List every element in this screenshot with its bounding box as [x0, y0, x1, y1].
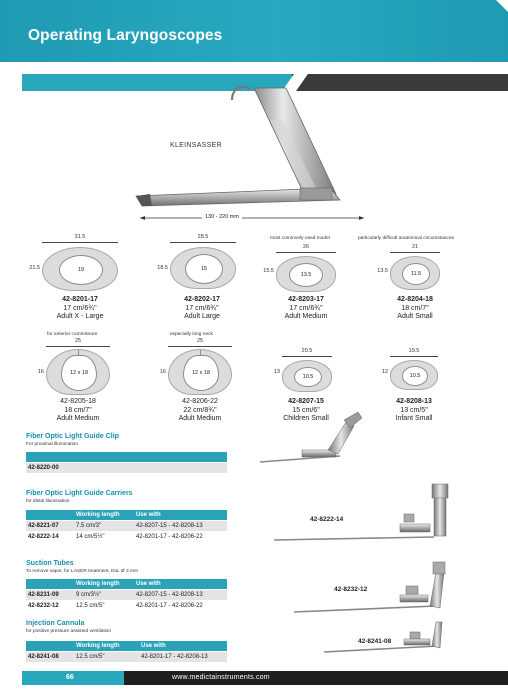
col-use-with: Use with: [136, 580, 161, 587]
cannula-image-label: 42-8241-08: [358, 638, 392, 645]
scope-height: 15.5: [263, 268, 274, 274]
scope-height: 12: [381, 369, 388, 375]
suction-subtitle: To remove vapor, for LASER treatment, Dia. Ø 3 mm: [26, 569, 138, 574]
scope-width: 25: [196, 338, 204, 344]
scope-profile: [390, 360, 438, 390]
width-tick: [46, 346, 110, 347]
page-number: 66: [66, 673, 74, 681]
carriers-subtitle: for distal illumination: [26, 499, 70, 504]
scope-width: 31.5: [74, 234, 86, 240]
scope-width: 25: [74, 338, 82, 344]
scope-width: 28.5: [197, 234, 209, 240]
working-length: 14 cm/5½": [76, 533, 105, 540]
scope-label: 42-8202-17 17 cm/6¾" Adult Large: [184, 296, 220, 321]
cannula-table-header: [26, 641, 227, 651]
scope-label: 42-8203-17 17 cm/6¾" Adult Medium: [284, 296, 328, 321]
table-row: [26, 601, 227, 611]
carrier-image-label: 42-8222-14: [310, 516, 344, 523]
scope-height: 18.5: [157, 265, 168, 271]
injection-cannula-image: [324, 622, 442, 652]
brand-label: KLEINSASSER: [170, 142, 222, 149]
scope-label: 42-8207-15 15 cm/6" Children Small: [283, 398, 329, 423]
scope-height: 13.5: [377, 268, 388, 274]
scope-opening: 19: [59, 255, 103, 285]
scope-label: 42-8205-18 18 cm/7" Adult Medium: [56, 398, 100, 423]
working-length: 12.5 cm/5": [76, 653, 105, 660]
width-tick: [390, 252, 440, 253]
scope-opening: 13.5: [289, 263, 323, 287]
length-dimension: 130 - 220 mm: [202, 214, 242, 220]
scope-opening: 10.5: [402, 366, 428, 386]
product-code: 42-8221-07: [28, 522, 59, 529]
width-tick: [42, 242, 118, 243]
product-code: 42-8220-00: [28, 464, 59, 471]
scope-height: 13: [273, 369, 280, 375]
scope-height: 16: [37, 369, 44, 375]
clip-subtitle: For proximal illumination: [26, 442, 78, 447]
scope-width: 19.5: [408, 348, 420, 354]
col-working-length: Working length: [76, 511, 120, 518]
website-link[interactable]: www.medictainstruments.com: [172, 673, 270, 681]
page-footer: [22, 671, 508, 685]
col-working-length: Working length: [76, 580, 120, 587]
scope-width: 26: [302, 244, 310, 250]
scope-height: 16: [159, 369, 166, 375]
width-tick: [282, 356, 332, 357]
col-use-with: Use with: [136, 511, 161, 518]
scope-opening: 15: [185, 254, 223, 284]
light-guide-clip-image: [260, 412, 362, 462]
suction-table-header: [26, 579, 227, 589]
table-row: [26, 463, 227, 473]
col-working-length: Working length: [76, 642, 120, 649]
scope-opening: 12 x 18: [61, 355, 97, 391]
light-guide-carrier-image: [274, 484, 448, 540]
table-row: [26, 532, 227, 542]
suction-tube-image: [294, 562, 445, 612]
working-length: 9 cm/3½": [76, 591, 102, 598]
scope-label: 42-8208-13 13 cm/5" Infant Small: [395, 398, 433, 423]
working-length: 12.5 cm/5": [76, 602, 105, 609]
product-code: 42-8232-12: [28, 602, 59, 609]
scope-divider: [78, 350, 79, 356]
cannula-title: Injection Cannula: [26, 620, 85, 627]
use-with: 42-8201-17 - 42-8206-22: [136, 533, 203, 540]
scope-width: 20.5: [301, 348, 313, 354]
use-with: 42-8201-17 - 42-8206-22: [136, 602, 203, 609]
scope-profile: [282, 360, 332, 392]
scope-width: 21: [411, 244, 419, 250]
scope-label: 42-8206-22 22 cm/8¾" Adult Medium: [178, 398, 222, 423]
scope-opening: 10.5: [294, 367, 322, 387]
carriers-title: Fiber Optic Light Guide Carriers: [26, 490, 133, 497]
note-most-used: most commonly used model: [270, 236, 330, 241]
table-row: [26, 652, 227, 662]
suction-image-label: 42-8232-12: [334, 586, 368, 593]
use-with: 42-8207-15 - 42-8208-13: [136, 591, 203, 598]
note-difficult: particularly difficult anatomical circumstances: [358, 236, 454, 241]
product-code: 42-8222-14: [28, 533, 59, 540]
scope-profile: [390, 256, 440, 290]
cannula-subtitle: for positive pressure assisted ventilation: [26, 629, 112, 634]
scope-opening: 11.5: [402, 263, 430, 285]
table-row: [26, 521, 227, 531]
use-with: 42-8201-17 - 42-8208-13: [141, 653, 208, 660]
table-row: [26, 590, 227, 600]
working-length: 7.5 cm/3": [76, 522, 102, 529]
width-tick: [276, 252, 336, 253]
width-tick: [170, 242, 236, 243]
scope-profile: [276, 256, 336, 292]
scope-label: 42-8204-18 18 cm/7" Adult Small: [397, 296, 433, 321]
suction-title: Suction Tubes: [26, 560, 74, 567]
scope-profile: [168, 349, 232, 395]
scope-label: 42-8201-17 17 cm/6¾" Adult X - Large: [56, 296, 104, 321]
clip-table-header: [26, 452, 227, 462]
clip-title: Fiber Optic Light Guide Clip: [26, 433, 119, 440]
col-use-with: Use with: [141, 642, 166, 649]
scope-divider: [200, 350, 201, 356]
scope-opening: 12 x 18: [183, 355, 219, 391]
note-anterior: for anterior commissure: [47, 332, 98, 337]
scope-height: 21.5: [29, 265, 40, 271]
scope-profile: [170, 247, 236, 289]
scope-profile: [46, 349, 110, 395]
instrument-illustrations: [250, 410, 508, 672]
page-title: Operating Laryngoscopes: [28, 27, 223, 44]
carriers-table-header: [26, 510, 227, 520]
width-tick: [168, 346, 232, 347]
use-with: 42-8207-15 - 42-8208-13: [136, 522, 203, 529]
note-long-neck: especially long neck: [170, 332, 213, 337]
product-code: 42-8241-08: [28, 653, 59, 660]
scope-profile: [42, 247, 118, 291]
width-tick: [390, 356, 438, 357]
product-code: 42-8231-09: [28, 591, 59, 598]
